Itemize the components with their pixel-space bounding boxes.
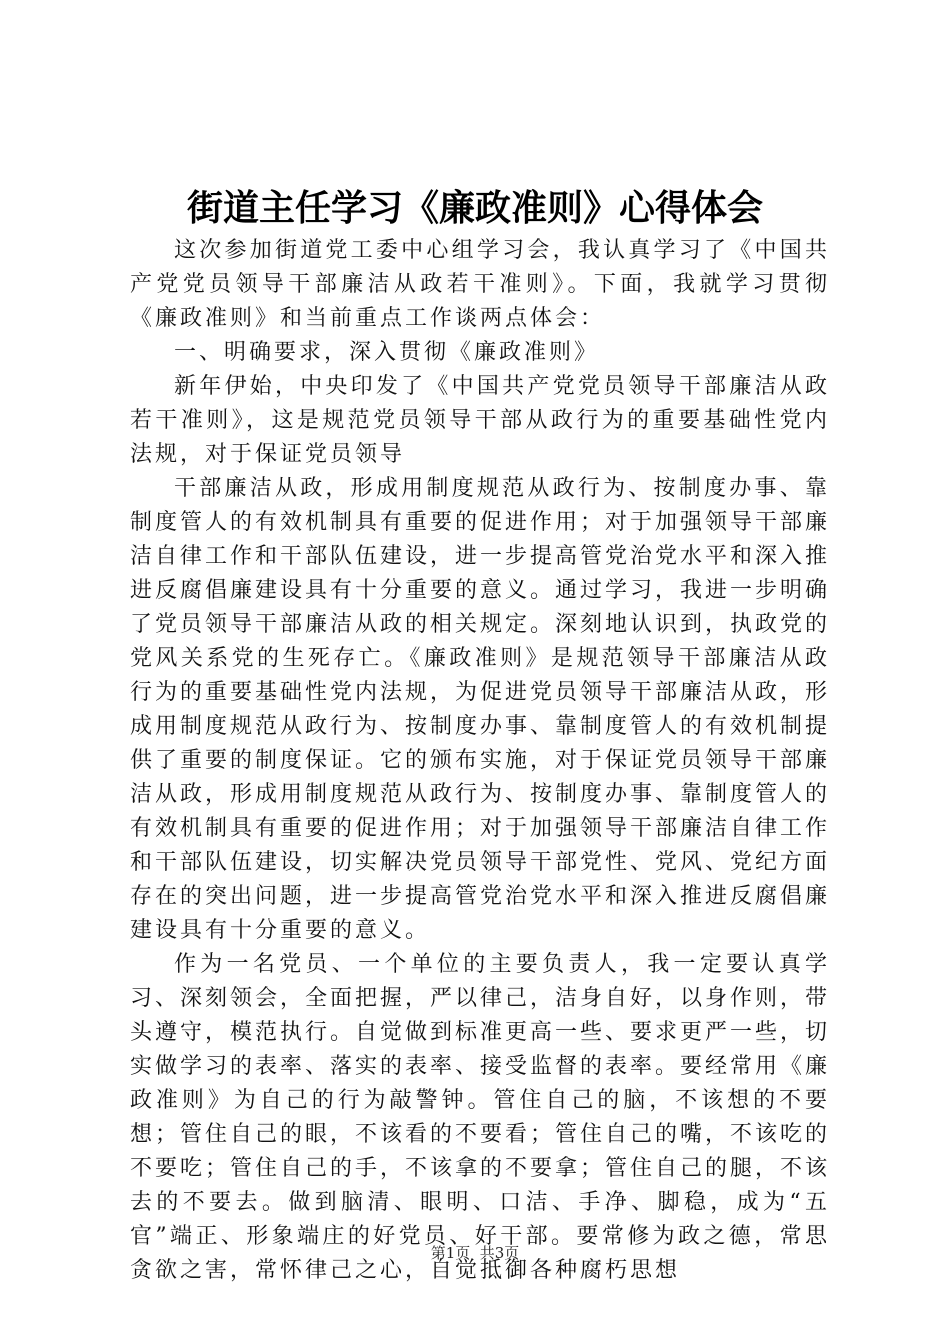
page-number: 第1页 共3页 bbox=[430, 1244, 520, 1262]
paragraph-2: 新年伊始，中央印发了《中国共产党党员领导干部廉洁从政若干准则》，这是规范党员领导干部从政行为的重要基础性党内法规，对于保证党员领导 bbox=[130, 374, 830, 467]
paragraph-intro: 这次参加街道党工委中心组学习会，我认真学习了《中国共产党党员领导干部廉洁从政若干准则》。下面，我就学习贯彻《廉政准则》和当前重点工作谈两点体会： bbox=[130, 238, 830, 331]
section-heading-1: 一、明确要求，深入贯彻《廉政准则》 bbox=[174, 340, 600, 365]
page-title: 街道主任学习《廉政准则》心得体会 bbox=[186, 187, 763, 229]
paragraph-3: 干部廉洁从政，形成用制度规范从政行为、按制度办事、靠制度管人的有效机制具有重要的促进作用；对于加强领导干部廉洁自律工作和干部队伍建设，进一步提高管党治党水平和深入推进反腐倡廉建设具有十分重要的意义。通过学习，我进一步明确了党员领导干部廉洁从政的相关规定。深刻地认识到，执政党的党风关系党的生死存亡。《廉政准则》是规范领导干部廉洁从政行为的重要基础性党内法规，为促进党员领导干部廉洁从政，形成用制度规范从政行为、按制度办事、靠制度管人的有效机制提供了重要的制度保证。它的颁布实施，对于保证党员领导干部廉洁从政，形成用制度规范从政行为、按制度办事、靠制度管人的有效机制具有重要的促进作用；对于加强领导干部廉洁自律工作和干部队伍建设，切实解决党员领导干部党性、党风、党纪方面存在的突出问题，进一步提高管党治党水平和深入推进反腐倡廉建设具有十分重要的意义。 bbox=[130, 476, 831, 943]
document-body bbox=[130, 234, 830, 1288]
paragraph-4: 作为一名党员、一个单位的主要负责人，我一定要认真学习、深刻领会，全面把握，严以律己，洁身自好，以身作则，带头遵守，模范执行。自觉做到标准更高一些、要求更严一些，切实做学习的表率、落实的表率、接受监督的表率。要经常用《廉政准则》为自己的行为敲警钟。管住自己的脑，不该想的不要想；管住自己的眼，不该看的不要看；管住自己的嘴，不该吃的不要吃；管住自己的手，不该拿的不要拿；管住自己的腿，不该去的不要去。做到脑清、眼明、口洁、手净、脚稳，成为“五官”端正、形象端庄的好党员、好干部。要常修为政之德，常思贪欲之害，常怀律己之心，自觉抵御各种腐朽思想 bbox=[130, 952, 831, 1283]
